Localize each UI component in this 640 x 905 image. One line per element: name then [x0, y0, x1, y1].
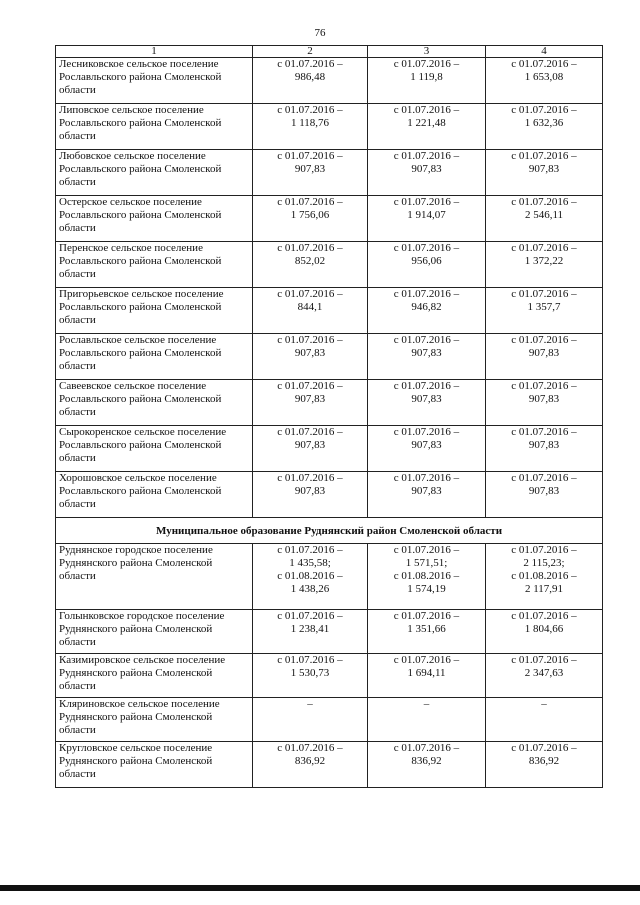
tariff-line: с 01.07.2016 – — [393, 472, 460, 484]
tariff-line: 2 117,91 — [524, 583, 564, 595]
tariff-line: с 01.07.2016 – — [511, 544, 577, 556]
tariff-line: с 01.07.2016 – — [277, 380, 343, 392]
tariff-line: с 01.07.2016 – — [277, 288, 343, 300]
table-row — [56, 610, 603, 654]
tariff-line: с 01.07.2016 – — [511, 334, 577, 346]
tariff-cell-c3 — [368, 426, 486, 472]
tariff-line: 907,83 — [294, 393, 326, 405]
tariff-line: с 01.07.2016 – — [511, 380, 577, 392]
tariff-cell-c2 — [253, 472, 368, 518]
tariff-cell-c4 — [486, 150, 603, 196]
table-row — [56, 196, 603, 242]
tariff-line: с 01.07.2016 – — [277, 104, 343, 116]
table-body-rudnya — [56, 544, 603, 788]
tariff-line: 1 119,8 — [410, 71, 443, 83]
tariff-line: с 01.07.2016 – — [277, 610, 343, 622]
table-row — [56, 334, 603, 380]
tariff-line: 907,83 — [528, 485, 560, 497]
tariff-line: 2 115,23; — [523, 557, 565, 569]
tariff-line: 2 347,63 — [524, 667, 564, 679]
tariff-line: с 01.07.2016 – — [393, 426, 460, 438]
settlement-name: Кляриновское сельское поселение Руднянского района Смоленской области — [56, 698, 253, 742]
settlement-name: Лесниковское сельское поселение Рославльского района Смоленской области — [56, 58, 253, 104]
settlement-name: Кругловское сельское поселение Руднянского района Смоленской области — [56, 742, 253, 788]
tariff-cell-c4 — [486, 698, 603, 742]
table-row — [56, 242, 603, 288]
tariff-cell-c4 — [486, 544, 603, 610]
table-row — [56, 472, 603, 518]
header-row — [56, 46, 603, 58]
tariff-line: с 01.07.2016 – — [511, 150, 577, 162]
table-row — [56, 742, 603, 788]
tariff-line: с 01.08.2016 – — [277, 570, 343, 582]
tariff-cell-c3 — [368, 610, 486, 654]
tariff-line: 1 653,08 — [524, 71, 564, 83]
tariff-line: – — [541, 698, 547, 710]
settlement-name: Любовское сельское поселение Рославльского района Смоленской области — [56, 150, 253, 196]
tariff-line: с 01.08.2016 – — [511, 570, 577, 582]
tariff-line: 907,83 — [294, 347, 326, 359]
column-header-1: 1 — [56, 46, 253, 58]
tariff-line: 1 571,51; — [405, 557, 448, 569]
tariff-cell-c3 — [368, 334, 486, 380]
tariff-line: 1 574,19 — [407, 583, 446, 595]
tariff-line: 2 546,11 — [524, 209, 564, 221]
tariff-line: 1 914,07 — [407, 209, 446, 221]
tariff-line: 907,83 — [528, 439, 560, 451]
tariff-line: 852,02 — [294, 255, 326, 267]
tariff-line: 1 632,36 — [524, 117, 564, 129]
tariff-line: 836,92 — [528, 755, 560, 767]
tariff-line: 907,83 — [528, 347, 560, 359]
column-header-4: 4 — [486, 46, 603, 58]
tariff-line: с 01.07.2016 – — [393, 654, 460, 666]
settlement-name: Казимировское сельское поселение Руднянского района Смоленской области — [56, 654, 253, 698]
tariff-line: с 01.07.2016 – — [511, 654, 577, 666]
tariff-line: 1 694,11 — [407, 667, 446, 679]
tariff-line: с 01.07.2016 – — [393, 334, 460, 346]
table-row — [56, 288, 603, 334]
tariff-cell-c3 — [368, 58, 486, 104]
tariff-line: 844,1 — [297, 301, 323, 313]
tariff-line: с 01.07.2016 – — [393, 544, 460, 556]
tariff-cell-c4 — [486, 380, 603, 426]
tariff-line: 836,92 — [294, 755, 326, 767]
tariff-line: с 01.07.2016 – — [393, 380, 460, 392]
tariff-line: 1 756,06 — [290, 209, 330, 221]
tariff-line: 907,83 — [411, 439, 442, 451]
tariff-cell-c2 — [253, 544, 368, 610]
tariff-cell-c3 — [368, 654, 486, 698]
tariff-line: 1 357,7 — [527, 301, 561, 313]
tariff-line: 907,83 — [411, 347, 442, 359]
table-row — [56, 150, 603, 196]
tariff-cell-c3 — [368, 742, 486, 788]
settlement-name: Пригорьевское сельское поселение Рославльского района Смоленской области — [56, 288, 253, 334]
tariff-cell-c3 — [368, 698, 486, 742]
tariff-table — [55, 45, 603, 788]
tariff-line: с 01.07.2016 – — [277, 426, 343, 438]
tariff-line: 1 372,22 — [524, 255, 564, 267]
table-row — [56, 698, 603, 742]
table-row — [56, 104, 603, 150]
tariff-line: с 01.07.2016 – — [511, 104, 577, 116]
tariff-line: с 01.07.2016 – — [393, 196, 460, 208]
tariff-line: с 01.07.2016 – — [277, 196, 343, 208]
tariff-cell-c2 — [253, 654, 368, 698]
tariff-line: 907,83 — [411, 393, 442, 405]
tariff-line: с 01.07.2016 – — [393, 742, 460, 754]
tariff-line: 1 238,41 — [290, 623, 330, 635]
tariff-cell-c2 — [253, 334, 368, 380]
bottom-border-bar — [0, 885, 640, 891]
tariff-cell-c4 — [486, 654, 603, 698]
tariff-line: с 01.07.2016 – — [393, 288, 460, 300]
tariff-line: с 01.07.2016 – — [277, 334, 343, 346]
tariff-line: с 01.07.2016 – — [511, 742, 577, 754]
tariff-cell-c4 — [486, 426, 603, 472]
tariff-line: с 01.07.2016 – — [393, 150, 460, 162]
tariff-line: – — [423, 698, 430, 710]
tariff-line: 1 118,76 — [290, 117, 330, 129]
tariff-cell-c4 — [486, 196, 603, 242]
tariff-line: 907,83 — [294, 485, 326, 497]
tariff-line: с 01.07.2016 – — [511, 288, 577, 300]
settlement-name: Рославльское сельское поселение Рославльского района Смоленской области — [56, 334, 253, 380]
section-header-row — [56, 518, 603, 544]
tariff-cell-c2 — [253, 426, 368, 472]
settlement-name: Липовское сельское поселение Рославльского района Смоленской области — [56, 104, 253, 150]
tariff-cell-c4 — [486, 334, 603, 380]
tariff-line: 836,92 — [411, 755, 442, 767]
table-row — [56, 654, 603, 698]
tariff-line: – — [307, 698, 313, 710]
tariff-line: с 01.07.2016 – — [511, 196, 577, 208]
tariff-line: с 01.07.2016 – — [511, 242, 577, 254]
settlement-name: Хорошовское сельское поселение Рославльского района Смоленской области — [56, 472, 253, 518]
tariff-line: с 01.07.2016 – — [277, 654, 343, 666]
tariff-cell-c2 — [253, 58, 368, 104]
settlement-name: Перенское сельское поселение Рославльского района Смоленской области — [56, 242, 253, 288]
table-section — [56, 518, 603, 544]
tariff-line: 907,83 — [294, 163, 326, 175]
tariff-cell-c2 — [253, 698, 368, 742]
tariff-line: 986,48 — [294, 71, 326, 83]
tariff-cell-c3 — [368, 288, 486, 334]
tariff-cell-c2 — [253, 196, 368, 242]
tariff-cell-c2 — [253, 742, 368, 788]
settlement-name: Савеевское сельское поселение Рославльского района Смоленской области — [56, 380, 253, 426]
settlement-name: Руднянское городское поселение Руднянского района Смоленской области — [56, 544, 253, 610]
tariff-line: с 01.07.2016 – — [393, 610, 460, 622]
tariff-cell-c3 — [368, 472, 486, 518]
tariff-cell-c3 — [368, 104, 486, 150]
tariff-line: с 01.07.2016 – — [277, 472, 343, 484]
table-row — [56, 58, 603, 104]
tariff-cell-c4 — [486, 104, 603, 150]
tariff-cell-c2 — [253, 380, 368, 426]
tariff-line: 946,82 — [411, 301, 442, 313]
tariff-line: 907,83 — [411, 163, 442, 175]
tariff-line: 1 530,73 — [290, 667, 330, 679]
tariff-line: с 01.07.2016 – — [277, 58, 343, 70]
tariff-cell-c3 — [368, 242, 486, 288]
column-header-2: 2 — [253, 46, 368, 58]
tariff-line: 907,83 — [294, 439, 326, 451]
table-row — [56, 544, 603, 610]
tariff-line: с 01.07.2016 – — [277, 242, 343, 254]
page-number: 76 — [314, 27, 326, 39]
tariff-line: 907,83 — [528, 393, 560, 405]
tariff-line: с 01.07.2016 – — [393, 242, 460, 254]
tariff-line: 907,83 — [411, 485, 442, 497]
tariff-line: 1 438,26 — [290, 583, 330, 595]
tariff-line: с 01.07.2016 – — [511, 426, 577, 438]
tariff-line: с 01.08.2016 – — [393, 570, 460, 582]
tariff-cell-c4 — [486, 242, 603, 288]
tariff-cell-c2 — [253, 242, 368, 288]
tariff-line: с 01.07.2016 – — [511, 58, 577, 70]
tariff-cell-c4 — [486, 58, 603, 104]
settlement-name: Остерское сельское поселение Рославльского района Смоленской области — [56, 196, 253, 242]
tariff-line: 1 804,66 — [524, 623, 564, 635]
settlement-name: Сырокоренское сельское поселение Рославльского района Смоленской области — [56, 426, 253, 472]
table-body-roslavl — [56, 58, 603, 518]
tariff-cell-c2 — [253, 610, 368, 654]
tariff-line: 1 435,58; — [289, 557, 331, 569]
table-row — [56, 426, 603, 472]
tariff-cell-c3 — [368, 196, 486, 242]
tariff-line: 956,06 — [411, 255, 442, 267]
tariff-line: с 01.07.2016 – — [393, 58, 460, 70]
tariff-cell-c4 — [486, 742, 603, 788]
tariff-line: с 01.07.2016 – — [277, 742, 343, 754]
table-row — [56, 380, 603, 426]
tariff-line: с 01.07.2016 – — [277, 544, 343, 556]
tariff-cell-c3 — [368, 150, 486, 196]
tariff-line: 907,83 — [528, 163, 560, 175]
tariff-cell-c2 — [253, 104, 368, 150]
tariff-line: с 01.07.2016 – — [511, 610, 577, 622]
tariff-cell-c3 — [368, 544, 486, 610]
section-title: Муниципальное образование Руднянский район Смоленской области — [56, 518, 603, 544]
settlement-name: Голынковское городское поселение Руднянского района Смоленской области — [56, 610, 253, 654]
tariff-line: 1 221,48 — [407, 117, 446, 129]
tariff-cell-c2 — [253, 288, 368, 334]
tariff-line: с 01.07.2016 – — [511, 472, 577, 484]
tariff-line: с 01.07.2016 – — [393, 104, 460, 116]
tariff-cell-c4 — [486, 472, 603, 518]
tariff-cell-c4 — [486, 288, 603, 334]
tariff-line: 1 351,66 — [407, 623, 446, 635]
tariff-cell-c2 — [253, 150, 368, 196]
tariff-cell-c4 — [486, 610, 603, 654]
tariff-line: с 01.07.2016 – — [277, 150, 343, 162]
column-header-3: 3 — [368, 46, 486, 58]
tariff-cell-c3 — [368, 380, 486, 426]
